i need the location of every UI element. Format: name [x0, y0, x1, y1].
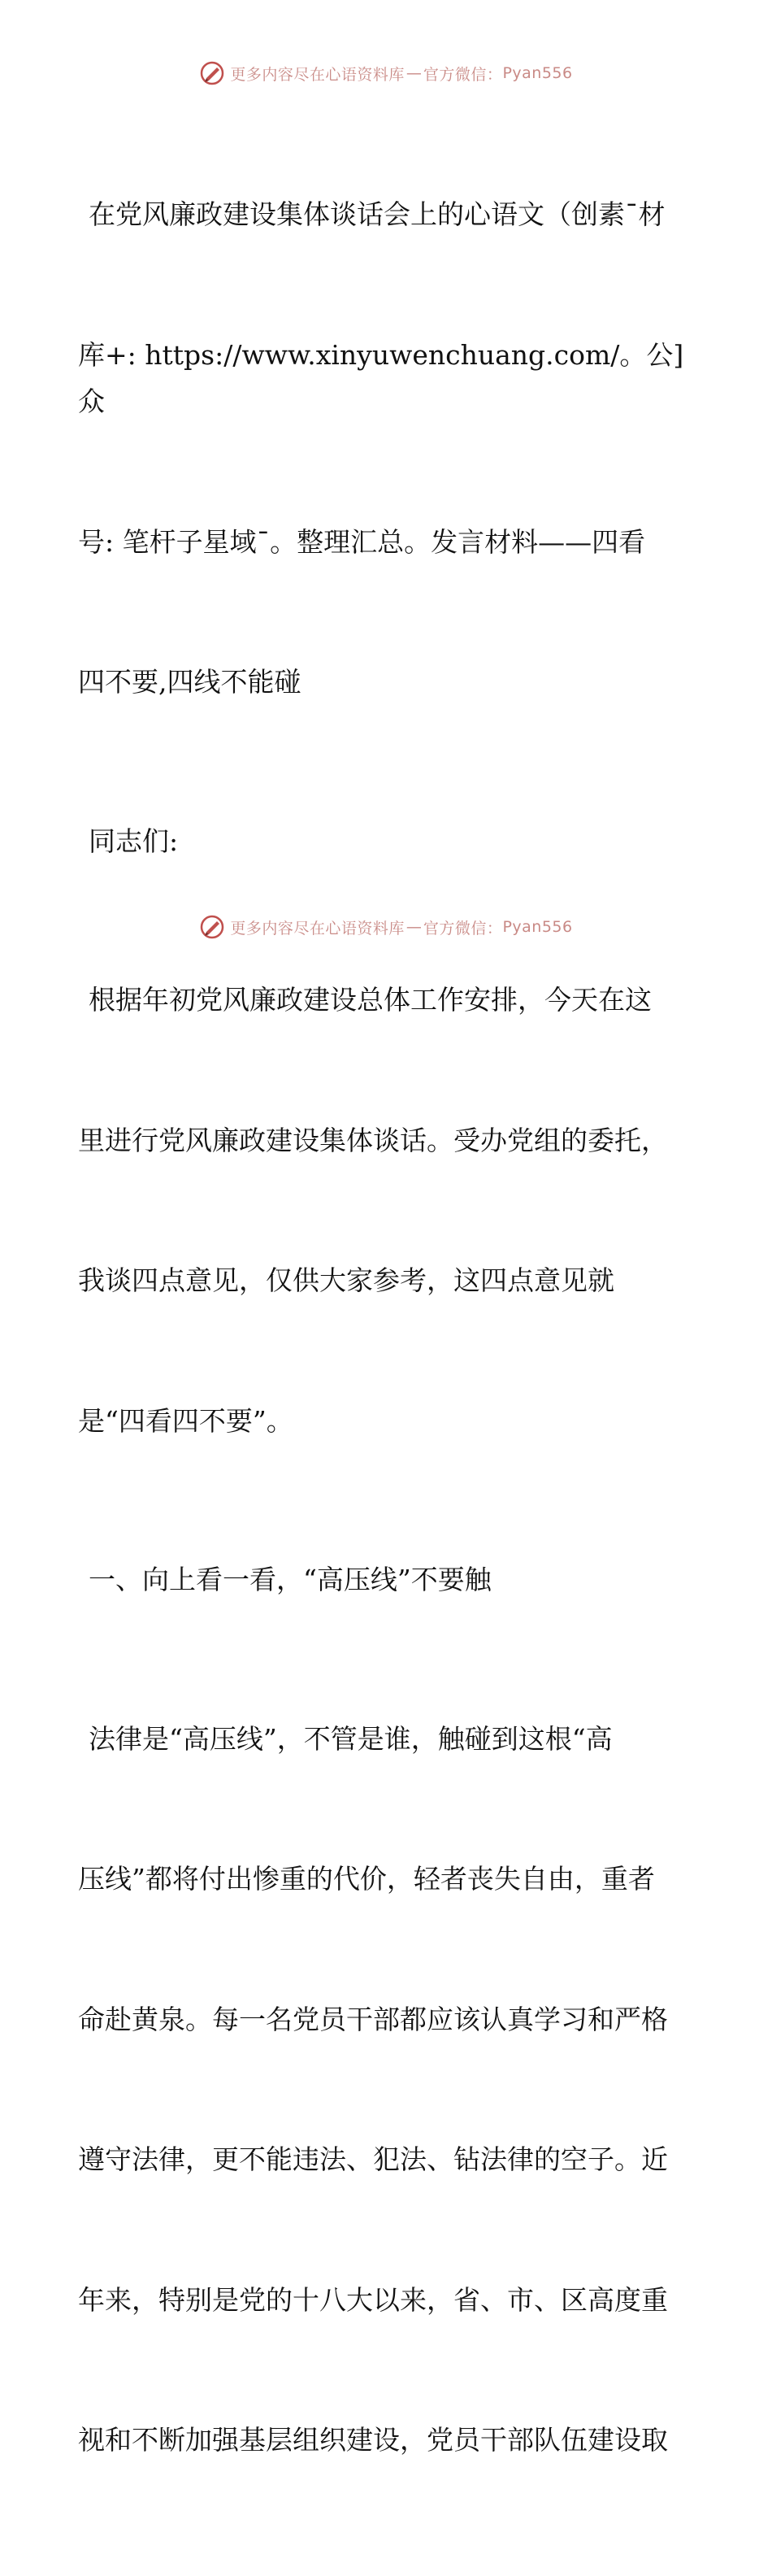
watermark-separator: —	[406, 64, 422, 82]
watermark-wechat-id: Pyan556	[502, 918, 573, 936]
document-title	[78, 98, 696, 799]
intro-paragraph	[78, 883, 696, 1538]
header-watermark	[0, 57, 772, 89]
paragraph-line: 年来，特别是党的十八大以来，省、市、区高度重	[78, 2283, 668, 2316]
title-line: 四不要,四线不能碰	[78, 666, 301, 698]
watermark-wechat-id: Pyan556	[502, 64, 573, 82]
salutation: 同志们:	[89, 825, 179, 857]
watermark-brand: 更多内容尽在心语资料库	[230, 65, 405, 84]
watermark-wechat-label: 官方微信：	[423, 919, 503, 938]
paragraph-line: 命赴黄泉。每一名党员干部都应该认真学习和严格	[78, 2003, 668, 2035]
footer-watermark	[0, 911, 772, 943]
section-heading: 一、向上看一看，“高压线”不要触	[89, 1564, 492, 1595]
paragraph-line: 我谈四点意见，仅供大家参考，这四点意见就	[78, 1264, 614, 1296]
paragraph-line: 视和不断加强基层组织建设，党员干部队伍建设取	[78, 2424, 668, 2456]
paragraph-line: 压线”都将付出惨重的代价，轻者丧失自由，重者	[78, 1863, 655, 1895]
brush-logo-icon	[199, 914, 225, 940]
document-body	[78, 98, 696, 2576]
paragraph-line: 里进行党风廉政建设集体谈话。受办党组的委托，	[78, 1124, 668, 1156]
title-line: 在党风廉政建设集体谈话会上的心语文（创素¯材	[89, 198, 666, 230]
watermark-wechat-label: 官方微信：	[423, 65, 503, 84]
paragraph-line: 法律是“高压线”，不管是谁，触碰到这根“高	[89, 1722, 613, 1755]
paragraph-line: 是“四看四不要”。	[78, 1404, 293, 1437]
paragraph-line: 遵守法律，更不能违法、犯法、钻法律的空子。近	[78, 2143, 668, 2175]
brush-logo-icon	[199, 60, 225, 86]
paragraph-line: 根据年初党风廉政建设总体工作安排，今天在这	[89, 984, 652, 1016]
title-line: 库+: https://www.xinyuwenchuang.com/。公]众	[78, 338, 684, 417]
title-line: 号: 笔杆子星域¯。整理汇总。发言材料——四看	[78, 525, 646, 558]
watermark-separator: —	[406, 918, 422, 936]
body-paragraph	[78, 1622, 696, 2557]
watermark-brand: 更多内容尽在心语资料库	[230, 919, 405, 938]
